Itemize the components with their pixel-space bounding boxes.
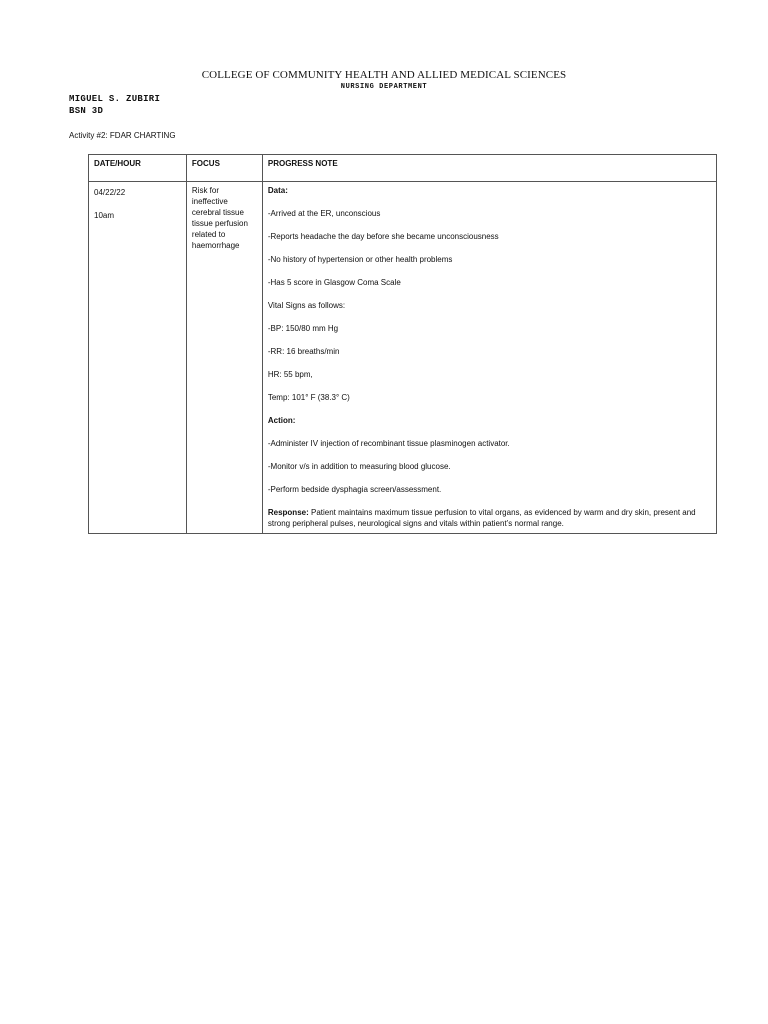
data-item: Temp: 101° F (38.3° C) xyxy=(267,393,350,402)
action-item: -Perform bedside dysphagia screen/assessment. xyxy=(267,485,442,494)
response-label: Response: xyxy=(267,508,309,517)
table-row xyxy=(89,182,717,534)
response-paragraph xyxy=(268,507,711,529)
data-item: -RR: 16 breaths/min xyxy=(267,347,340,356)
action-item: -Monitor v/s in addition to measuring blood glucose. xyxy=(267,462,451,471)
college-name: COLLEGE OF COMMUNITY HEALTH AND ALLIED MEDICAL SCIENCES xyxy=(201,69,567,81)
action-item: -Administer IV injection of recombinant tissue plasminogen activator. xyxy=(267,439,510,448)
focus-cell xyxy=(186,182,262,534)
fdar-table xyxy=(88,154,717,534)
student-section: BSN 3D xyxy=(69,106,104,116)
response-text: Patient maintains maximum tissue perfusion to vital organs, as evidenced by warm and dry skin, present and strong peripheral pulses, neurological signs and vitals within patient’s normal range. xyxy=(267,508,696,528)
activity-title: Activity #2: FDAR CHARTING xyxy=(69,131,176,140)
table-header-row xyxy=(89,155,717,182)
department-name: NURSING DEPARTMENT xyxy=(340,83,428,91)
data-item: Vital Signs as follows: xyxy=(267,301,346,310)
entry-hour: 10am xyxy=(94,211,115,220)
data-item: HR: 55 bpm, xyxy=(267,370,313,379)
data-label: Data: xyxy=(267,186,288,195)
data-item: -Arrived at the ER, unconscious xyxy=(267,209,381,218)
action-label: Action: xyxy=(267,416,296,425)
focus-text: Risk for ineffective cerebral tissue tissue perfusion related to haemorrhage xyxy=(191,186,248,250)
data-item: -No history of hypertension or other health problems xyxy=(267,255,453,264)
data-item: -Has 5 score in Glasgow Coma Scale xyxy=(267,278,401,287)
header-progress-note: PROGRESS NOTE xyxy=(262,155,716,182)
header-focus: FOCUS xyxy=(186,155,262,182)
entry-date: 04/22/22 xyxy=(94,188,126,197)
date-hour-cell xyxy=(89,182,187,534)
progress-note-cell xyxy=(262,182,716,534)
header-date-hour: DATE/HOUR xyxy=(89,155,187,182)
data-item: -Reports headache the day before she became unconsciousness xyxy=(267,232,499,241)
student-name: MIGUEL S. ZUBIRI xyxy=(69,94,161,104)
data-item: -BP: 150/80 mm Hg xyxy=(267,324,339,333)
